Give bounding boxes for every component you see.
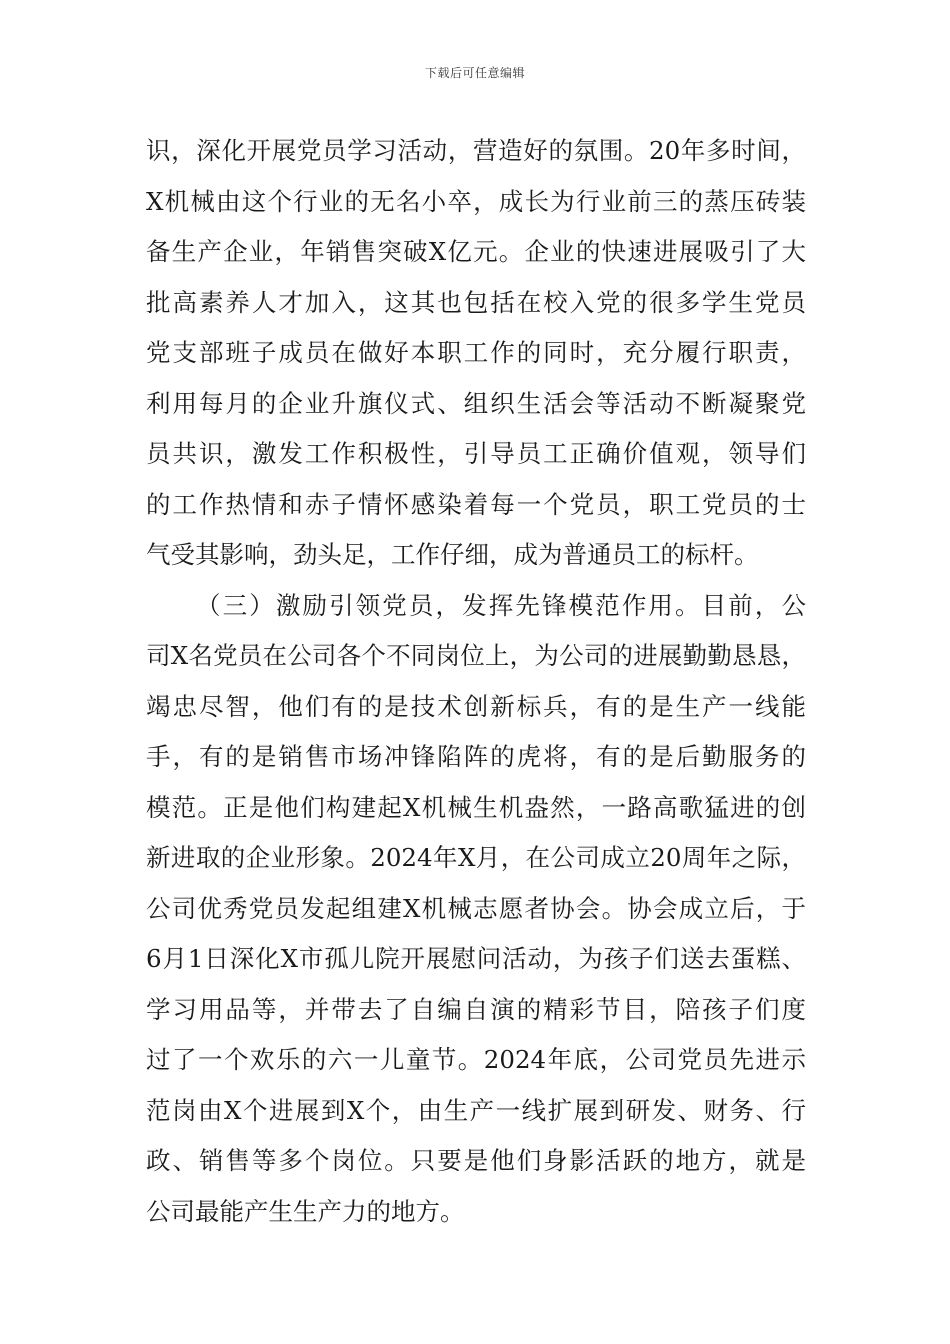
paragraph-2: [146, 581, 806, 1238]
text-line: 手，有的是销售市场冲锋陷阵的虎将，有的是后勤服务的: [146, 742, 806, 771]
text-line: X机械由这个行业的无名小卒，成长为行业前三的蒸压砖装: [146, 186, 806, 216]
page-header: 下载后可任意编辑: [424, 66, 525, 80]
text-line: 学习用品等，并带去了自编自演的精彩节目，陪孩子们度: [146, 994, 806, 1024]
document-body: [146, 126, 806, 1237]
paragraph-1: [146, 126, 806, 581]
text-line: 备生产企业，年销售突破X亿元。企业的快速进展吸引了大: [146, 237, 806, 266]
text-line: 公司优秀党员发起组建X机械志愿者协会。协会成立后，于: [146, 893, 806, 923]
text-line: 模范。正是他们构建起X机械生机盎然，一路高歌猛进的创: [146, 792, 806, 822]
text-line: （三）激励引领党员，发挥先锋模范作用。目前，公: [196, 590, 806, 620]
text-line: 范岗由X个进展到X个，由生产一线扩展到研发、财务、行: [146, 1095, 806, 1125]
text-line: 新进取的企业形象。2024年X月，在公司成立20周年之际，: [146, 843, 806, 872]
text-line: 气受其影响，劲头足，工作仔细，成为普通员工的标杆。: [146, 540, 759, 569]
text-line: 竭忠尽智，他们有的是技术创新标兵，有的是生产一线能: [146, 691, 806, 721]
text-line: 6月1日深化X市孤儿院开展慰问活动，为孩子们送去蛋糕、: [146, 944, 806, 973]
text-line: 司X名党员在公司各个不同岗位上，为公司的进展勤勤恳恳，: [146, 641, 806, 670]
text-line: 的工作热情和赤子情怀感染着每一个党员，职工党员的士: [146, 489, 806, 519]
text-line: 利用每月的企业升旗仪式、组织生活会等活动不断凝聚党: [146, 388, 806, 418]
text-line: 过了一个欢乐的六一儿童节。2024年底，公司党员先进示: [146, 1045, 806, 1074]
text-line: 公司最能产生生产力的地方。: [146, 1196, 465, 1226]
text-line: 识，深化开展党员学习活动，营造好的氛围。20年多时间，: [146, 136, 806, 165]
text-line: 批高素养人才加入，这其也包括在校入党的很多学生党员: [146, 287, 806, 317]
text-line: 党支部班子成员在做好本职工作的同时，充分履行职责，: [146, 338, 806, 367]
text-line: 政、销售等多个岗位。只要是他们身影活跃的地方，就是: [146, 1146, 806, 1175]
text-line: 员共识，激发工作积极性，引导员工正确价值观，领导们: [146, 439, 806, 468]
